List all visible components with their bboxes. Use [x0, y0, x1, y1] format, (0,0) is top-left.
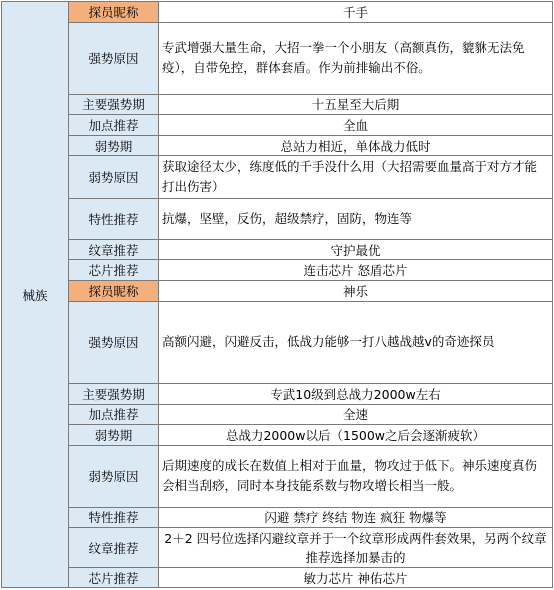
row-value: 全速: [159, 404, 553, 425]
row-label: 弱势原因: [69, 156, 159, 198]
table-row: [2, 94, 553, 115]
table-row: [2, 198, 553, 239]
row-value: 敏力芯片 神佑芯片: [159, 568, 553, 588]
row-label: 芯片推荐: [69, 568, 159, 588]
row-label: 弱势原因: [69, 445, 159, 507]
row-label: 特性推荐: [69, 198, 159, 239]
row-label: 弱势期: [69, 135, 159, 156]
row-label: 特性推荐: [69, 507, 159, 528]
row-value: 专武10级到总战力2000w左右: [159, 384, 553, 405]
table-row: [2, 281, 553, 302]
row-value: 十五星至大后期: [159, 94, 553, 115]
category-cell: 械族: [2, 2, 69, 588]
row-value: 抗爆，坚壁，反伤，超级禁疗，固防，物连等: [159, 198, 553, 239]
table-row: [2, 260, 553, 281]
table-row: [2, 22, 553, 94]
table-row: [2, 568, 553, 588]
row-value: 后期速度的成长在数值上相对于血量，物攻过于低下。神乐速度真伤会相当刮痧，同时本身技能系数与物攻增长相当一般。: [159, 445, 553, 507]
row-value: 专武增强大量生命，大招一拳一个小朋友（高额真伤，貔貅无法免疫），自带免控，群体套盾。作为前排输出不俗。: [159, 22, 553, 94]
table-row: [2, 135, 553, 156]
table-row: [2, 239, 553, 260]
table-row: [2, 425, 553, 446]
hero-recommendation-table: [1, 1, 553, 588]
row-value: 2＋2 四号位选择闪避纹章并于一个纹章形成两件套效果，另两个纹章推荐选择加暴击的: [159, 528, 553, 568]
row-label: 加点推荐: [69, 404, 159, 425]
row-label: 纹章推荐: [69, 528, 159, 568]
row-value: 获取途径太少，练度低的千手没什么用（大招需要血量高于对方才能打出伤害）: [159, 156, 553, 198]
row-value: 连击芯片 怒盾芯片: [159, 260, 553, 281]
row-value: 闪避 禁疗 终结 物连 疯狂 物爆等: [159, 507, 553, 528]
row-label: 强势原因: [69, 22, 159, 94]
row-value: 总站力相近，单体战力低时: [159, 135, 553, 156]
row-label: 芯片推荐: [69, 260, 159, 281]
row-label: 弱势期: [69, 425, 159, 446]
table-row: [2, 2, 553, 23]
agent-name-value: 千手: [159, 2, 553, 23]
table-row: [2, 507, 553, 528]
table-row: [2, 301, 553, 383]
table-row: [2, 528, 553, 568]
agent-name-label: 探员昵称: [69, 2, 159, 23]
row-value: 守护最优: [159, 239, 553, 260]
table-row: [2, 445, 553, 507]
row-value: 全血: [159, 115, 553, 136]
table-row: [2, 115, 553, 136]
row-label: 纹章推荐: [69, 239, 159, 260]
row-label: 主要强势期: [69, 384, 159, 405]
agent-name-label: 探员昵称: [69, 281, 159, 302]
table-row: [2, 156, 553, 198]
table-row: [2, 404, 553, 425]
row-label: 强势原因: [69, 301, 159, 383]
row-label: 加点推荐: [69, 115, 159, 136]
agent-name-value: 神乐: [159, 281, 553, 302]
row-label: 主要强势期: [69, 94, 159, 115]
table-row: [2, 384, 553, 405]
row-value: 高额闪避，闪避反击，低战力能够一打八越战越v的奇迹探员: [159, 301, 553, 383]
row-value: 总战力2000w以后（1500w之后会逐渐疲软）: [159, 425, 553, 446]
